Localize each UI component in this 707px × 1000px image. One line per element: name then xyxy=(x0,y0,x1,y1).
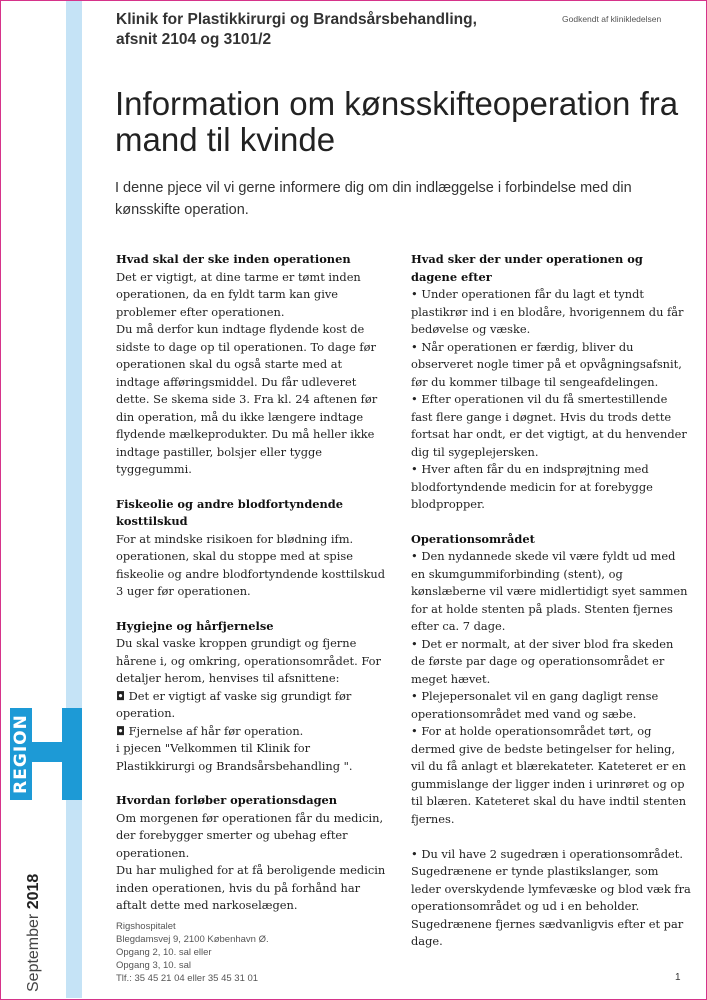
section-operation-day xyxy=(116,792,386,915)
paragraph: ◘ Det er vigtigt af vaske sig grundigt før operation. xyxy=(116,688,352,720)
section-heading: Hygiejne og hårfjernelse xyxy=(116,618,274,633)
paragraph: Du må derfor kun indtage flydende kost de sidste to dage op til operationen. To dage før operationen skal du også starte med at indtage afføringsmiddel. Du får udleveret dette. Se skema side 3. Fra kl. 24 aftenen før din operation, må du ikke længere indtage flydende mælkeprodukter. Du må heller ikke indtage pastiller, bolsjer eller tygge tyggegummi. xyxy=(116,322,378,476)
side-stripe xyxy=(66,1,82,998)
department-header: Klinik for Plastikkirurgi og Brandsårsbehandling, afsnit 2104 og 3101/2 xyxy=(116,11,477,48)
section-heading: Fiskeolie og andre blodfortyndende kosttilskud xyxy=(116,496,344,528)
paragraph: • Plejepersonalet vil en gang dagligt rense operationsområdet med vand og sæbe. xyxy=(411,689,659,721)
section-heading: Hvad sker der under operationen og dagene efter xyxy=(411,252,643,284)
paragraph: • Under operationen får du lagt et tyndt plastikrør ind i en blodåre, hvorigennem du får bedøvelse og væske. xyxy=(411,287,684,336)
page-title: Information om kønsskifteoperation fra mand til kvinde xyxy=(115,85,679,158)
footer-line: Blegdamsvej 9, 2100 København Ø. xyxy=(116,934,269,945)
footer-line: Tlf.: 35 45 21 04 eller 35 45 31 01 xyxy=(116,973,259,984)
publication-date xyxy=(24,874,44,992)
paragraph: • For at holde operationsområdet tørt, og dermed give de bedste betingelser for heling, vil du få anlagt et blærekateter. Kateteret er en gummislange der ligger inden i urinrøret og op til blæren. Kateteret skal du have indtil stenten fjernes. xyxy=(411,724,687,826)
paragraph: Du har mulighed for at få beroligende medicin inden operationen, hvis du på forhånd har aftalt dette med narkoselægen. xyxy=(116,863,386,912)
approval-note: Godkendt af klinikledelsen xyxy=(562,14,662,24)
section-heading: Operationsområdet xyxy=(411,531,535,546)
section-fish-oil xyxy=(116,496,386,601)
section-heading: Hvad skal der ske inden operationen xyxy=(116,252,351,266)
paragraph: Det er vigtigt, at dine tarme er tømt inden operationen, da en fyldt tarm kan give problemer efter operationen. xyxy=(116,269,361,319)
section-during-operation xyxy=(411,251,691,514)
section-hygiene xyxy=(116,618,386,776)
footer-address xyxy=(116,920,416,985)
paragraph: i pjecen "Velkommen til Klinik for Plastikkirurgi og Brandsårsbehandling ". xyxy=(116,741,353,773)
paragraph: ◘ Fjernelse af hår før operation. xyxy=(116,723,304,738)
footer-line: Opgang 3, 10. sal xyxy=(116,960,191,971)
footer-line: Rigshospitalet xyxy=(116,921,176,932)
section-before-operation xyxy=(116,251,386,479)
region-logo-label: REGION xyxy=(11,714,31,794)
date-month: September xyxy=(25,913,42,992)
paragraph: • Når operationen er færdig, bliver du observeret nogle timer på et opvågningsafsnit, før du kommer tilbage til sengeafdelingen. xyxy=(411,339,682,389)
footer-line: Opgang 2, 10. sal eller xyxy=(116,947,212,958)
left-column xyxy=(116,251,386,932)
paragraph: • Hver aften får du en indsprøjtning med blodfortyndende medicin for at forebygge blodpropper. xyxy=(411,462,653,511)
right-column xyxy=(411,251,691,968)
page-number: 1 xyxy=(675,972,681,983)
intro-text: I denne pjece vil vi gerne informere dig om din indlæggelse i forbindelse med din kønsskifte operation. xyxy=(115,180,632,218)
paragraph-spacer xyxy=(411,828,691,846)
section-operation-area xyxy=(411,531,691,951)
section-heading: Hvordan forløber operationsdagen xyxy=(116,793,338,807)
paragraph: • Den nydannede skede vil være fyldt ud med en skumgummiforbinding (stent), og kønslæberne vil være midlertidigt syet sammen for at holde stenten på plads. Stenten fjernes efter ca. 7 dage. xyxy=(411,549,688,633)
paragraph: Om morgenen før operationen får du medicin, der forebygger smerter og ubehag efter operationen. xyxy=(116,810,384,860)
paragraph: Du skal vaske kroppen grundigt og fjerne hårene i, og omkring, operationsområdet. For detaljer herom, henvises til afsnittene: xyxy=(116,636,381,685)
paragraph: • Du vil have 2 sugedræn i operationsområdet. Sugedrænene er tynde plastikslanger, som leder overskydende lymfevæske og blod væk fra operationsområdet og ud i en beholder. Sugedrænene fjernes sædvanligvis efter et par dage. xyxy=(411,846,691,948)
paragraph: For at mindske risikoen for blødning ifm. operationen, skal du stoppe med at spise fiskeolie og andre blodfortyndende kosttilskud 3 uger før operationen. xyxy=(116,531,385,598)
date-year: 2018 xyxy=(25,873,42,910)
paragraph: • Efter operationen vil du få smertestillende fast flere gange i døgnet. Hvis du trods dette fortsat har ondt, er det vigtigt, at du henvender dig til sygeplejersken. xyxy=(411,392,687,459)
paragraph: • Det er normalt, at der siver blod fra skeden de første par dage og operationsområdet er meget hævet. xyxy=(411,636,674,686)
